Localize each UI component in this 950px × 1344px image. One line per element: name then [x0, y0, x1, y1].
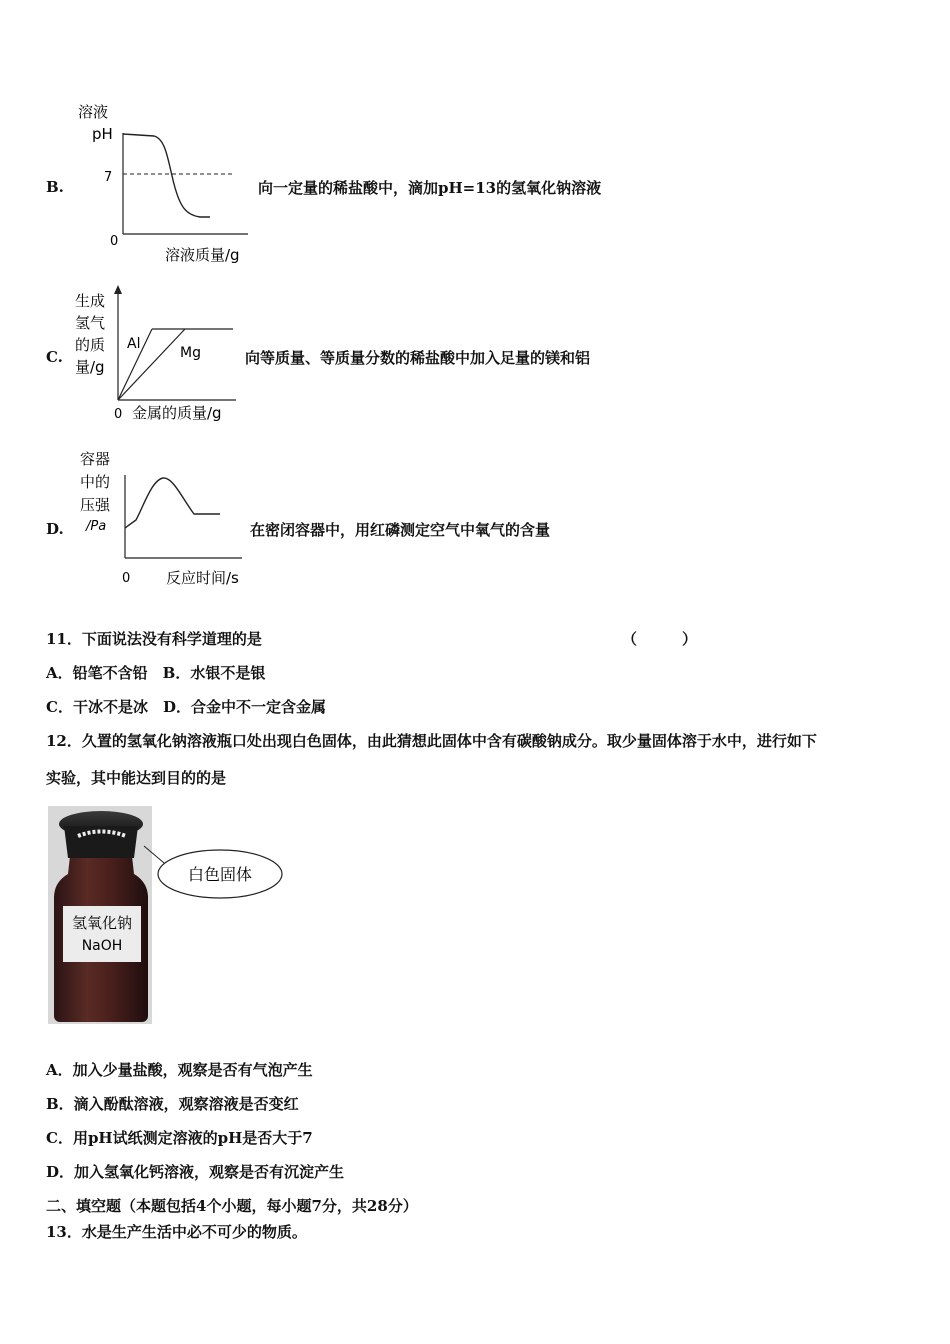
- chart-d-ylabel-line3: 压强: [80, 496, 111, 514]
- callout-text: 白色固体: [187, 865, 253, 884]
- q12-stem-line2: 实验，其中能达到目的的是: [46, 769, 227, 787]
- chart-d-ylabel-line4: /Pa: [86, 519, 107, 534]
- bottle-stopper: [64, 826, 138, 858]
- option-b-chart: [70, 95, 260, 267]
- chart-c-al-label: Al: [127, 336, 141, 352]
- bottle-label-formula: NaOH: [81, 938, 123, 954]
- chart-d-origin: 0: [122, 571, 131, 586]
- chart-b-ylabel-line2: pH: [92, 125, 113, 143]
- chart-c-origin: 0: [114, 407, 123, 422]
- q12-option-c: C．用pH试纸测定溶液的pH是否大于7: [46, 1129, 313, 1147]
- chart-b-xlabel: 溶液质量/g: [165, 246, 240, 264]
- chart-c-mg-label: Mg: [180, 345, 201, 361]
- chart-b-origin: 0: [110, 234, 119, 249]
- chart-b-ylabel-line1: 溶液: [78, 103, 109, 121]
- option-c-description: 向等质量、等质量分数的稀盐酸中加入足量的镁和铝: [245, 349, 591, 367]
- q12-option-d: D．加入氢氧化钙溶液，观察是否有沉淀产生: [46, 1163, 345, 1181]
- chart-b-y-mark: 7: [104, 170, 113, 185]
- q12-option-a: A．加入少量盐酸，观察是否有气泡产生: [46, 1061, 313, 1079]
- chart-d-xlabel: 反应时间/s: [166, 569, 239, 587]
- chart-d-ylabel-line2: 中的: [80, 473, 111, 491]
- q11-options-ab: A．铅笔不含铅 B．水银不是银: [46, 664, 266, 682]
- section2-heading: 二、填空题（本题包括4个小题，每小题7分，共28分）: [46, 1197, 418, 1215]
- chart-c-ylabel-line4: 量/g: [75, 358, 105, 376]
- option-c-letter: C.: [46, 348, 63, 366]
- chart-d-pressure-curve: [125, 478, 220, 528]
- q11-answer-paren: （ ）: [622, 630, 698, 648]
- q13-stem: 13．水是生产生活中必不可少的物质。: [46, 1223, 307, 1241]
- chart-c-ylabel-line3: 的质: [75, 336, 106, 354]
- option-d-letter: D.: [46, 520, 64, 538]
- q12-stem-line1: 12．久置的氢氧化钠溶液瓶口处出现白色固体，由此猜想此固体中含有碳酸钠成分。取少量固体溶于水中，进行如下: [46, 732, 817, 750]
- option-c-chart: [70, 282, 245, 427]
- q12-option-b: B．滴入酚酞溶液，观察溶液是否变红: [46, 1095, 299, 1113]
- q11-options-cd: C．干冰不是冰 D．合金中不一定含金属: [46, 698, 326, 716]
- option-b-letter: B.: [46, 178, 64, 196]
- option-b-description: 向一定量的稀盐酸中，滴加pH=13的氢氧化钠溶液: [258, 179, 602, 197]
- reagent-bottle-image: [48, 806, 288, 1026]
- bottle-label-name: 氢氧化钠: [71, 914, 133, 932]
- chart-b-ph-curve: [123, 134, 210, 217]
- option-d-chart: [70, 440, 255, 590]
- chart-c-ylabel-line1: 生成: [75, 292, 106, 310]
- chart-c-y-arrow: [114, 285, 122, 294]
- chart-c-xlabel: 金属的质量/g: [132, 404, 222, 422]
- chart-d-ylabel-line1: 容器: [80, 450, 111, 468]
- chart-c-ylabel-line2: 氢气: [75, 314, 106, 332]
- q11-stem: 11．下面说法没有科学道理的是: [46, 630, 262, 648]
- option-d-description: 在密闭容器中，用红磷测定空气中氧气的含量: [250, 521, 551, 539]
